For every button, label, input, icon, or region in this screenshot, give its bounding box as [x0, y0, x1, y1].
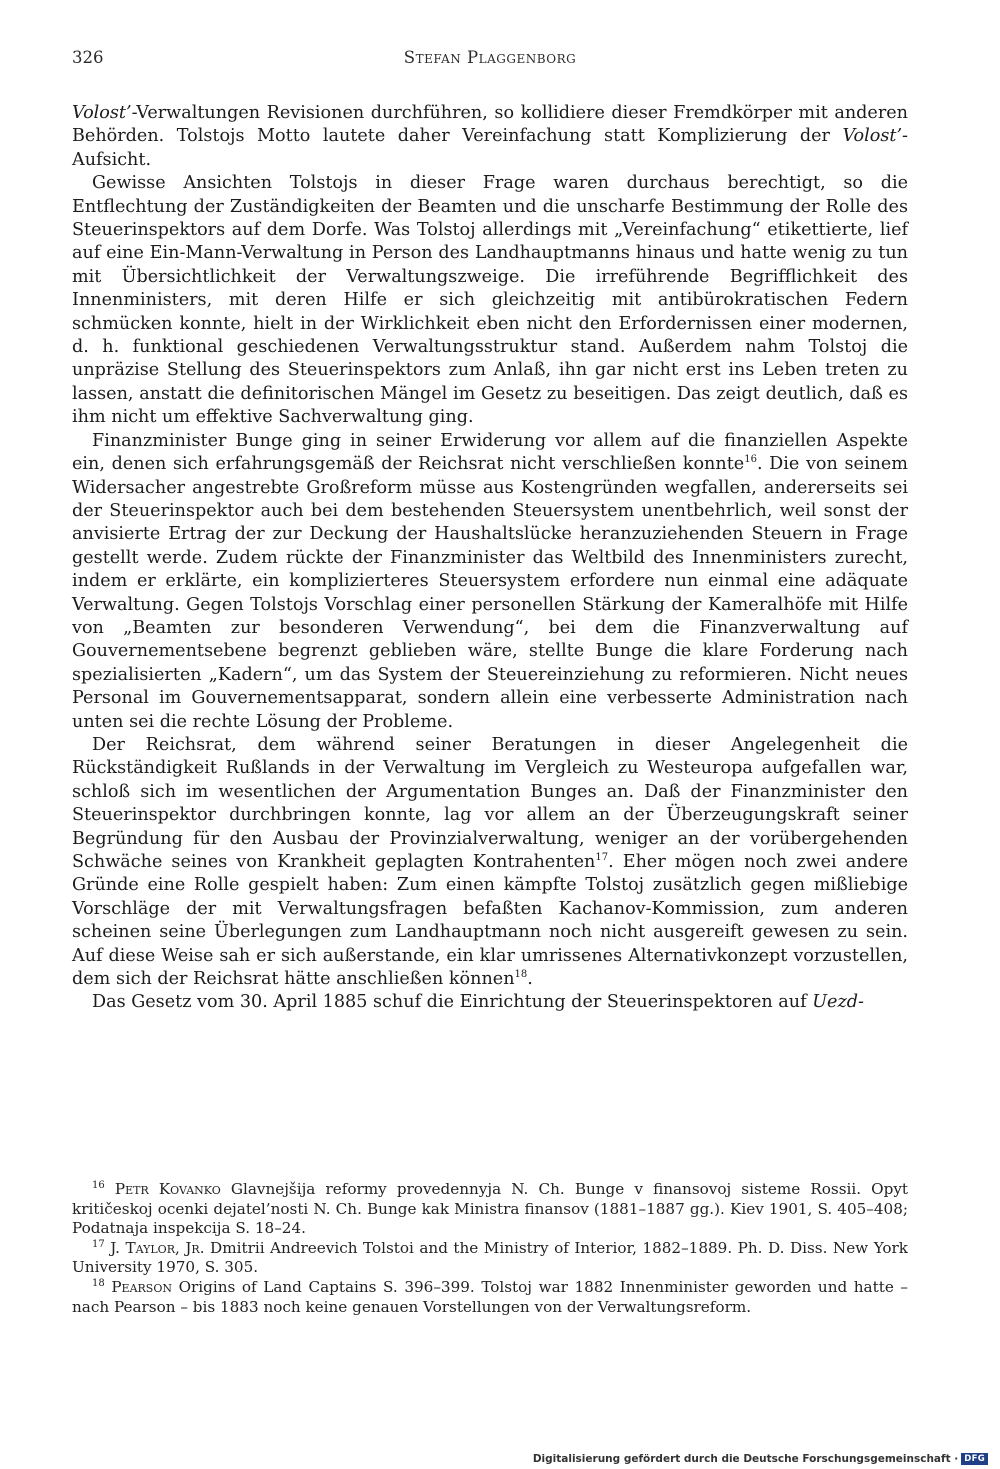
footnote-text: Dmitrii Andreevich Tolstoi and the Ministry of Interior, 1882–1889. Ph. D. Diss. New York University 1970, S. 305. [72, 1238, 909, 1277]
italic-term: Uezd- [812, 992, 864, 1013]
footnote-ref[interactable]: 18 [514, 969, 528, 981]
footnote-number: 17 [92, 1238, 105, 1250]
paragraph-continued [72, 102, 908, 172]
paragraph: Gewisse Ansichten Tolstojs in dieser Frage waren durchaus berechtigt, so die Entflechtung der Zuständigkeiten der Beamten und die unscharfe Bestimmung der Rolle des Steuerinspektors auf dem Dorfe. Was Tolstoj allerdings mit „Vereinfachung“ etikettierte, lief auf eine Ein-Mann-Verwaltung in Person des Landhauptmanns hinaus und hatte wenig zu tun mit Übersichtlichkeit der Verwaltungszweige. Die irreführende Begrifflichkeit des Innenministers, mit deren Hilfe er sich gleichzeitig mit antibürokratischen Federn schmücken konnte, hielt in der Wirklichkeit eben nicht den Erfordernissen einer modernen, d. h. funktional geschiedenen Verwaltungsstruktur stand. Außerdem nahm Tolstoj die unpräzise Stellung des Steuerinspektors zum Anlaß, ihn gar nicht erst ins Leben treten zu lassen, anstatt die definitorischen Mängel im Gesetz zu beseitigen. Das zeigt deutlich, daß es ihm nicht um effektive Sachverwaltung ging. [72, 173, 908, 428]
footnote-number: 18 [92, 1277, 105, 1289]
text-run: -Verwaltungen Revisionen durchführen, so kollidiere dieser Fremdkörper mit anderen Behörden. Tolstojs Motto lautete daher Vereinfachung statt Komplizierung der [72, 103, 908, 147]
footnote [72, 1278, 908, 1317]
footnote-text: Origins of Land Captains S. 396–399. Tolstoj war 1882 Innenminister geworden und hatte – nach Pearson – bis 1883 noch keine genauen Vorstellungen von der Verwaltungsreform. [72, 1277, 908, 1316]
running-head [72, 48, 908, 76]
footnote-number: 16 [92, 1179, 105, 1191]
page-number: 326 [72, 48, 104, 67]
paragraph [72, 430, 908, 734]
credit-text: Digitalisierung gefördert durch die Deutsche Forschungsgemeinschaft · [532, 1453, 959, 1465]
text-run: Finanzminister Bunge ging in seiner Erwiderung vor allem auf die finanziellen Aspekte ein, denen sich erfahrungsgemäß der Reichsrat nicht verschließen konnte [72, 430, 908, 475]
footnote-ref[interactable]: 17 [595, 852, 609, 864]
paragraph [72, 734, 908, 991]
body-text [72, 102, 908, 1015]
dfg-logo: DFG [961, 1453, 988, 1465]
italic-term: Volost’ [842, 126, 903, 147]
text-run: Der Reichsrat, dem während seiner Beratungen in dieser Angelegenheit die Rückständigkeit Rußlands in der Verwaltung im Vergleich zu Westeuropa aufgefallen war, schloß sich im wesentlichen der Argumentation Bunges an. Daß der Finanzminister den Steuerinspektor durchbringen konnte, lag vor allem an der Überzeugungskraft seiner Begründung für den Ausbau der Provinzialverwaltung, weniger an der vorübergehenden Schwäche seines von Krankheit geplagten Kontrahenten [72, 734, 908, 872]
text-run: . [527, 969, 533, 990]
footnote-text: Glavnejšija reformy provedennyja N. Ch. Bunge v finansovoj sisteme Rossii. Opyt kritičeskoj ocenki dejatel’nosti N. Ch. Bunge kak Ministra finansov (1881–1887 gg.). Kiev 1901, S. 405–408; Podatnaja inspekcija S. 18–24. [72, 1180, 909, 1238]
text-run: -Aufsicht. [72, 126, 908, 170]
text-run: . Eher mögen noch zwei andere Gründe eine Rolle gespielt haben: Zum einen kämpfte Tolstoj zusätzlich gegen mißliebige Vorschläge der mit Verwaltungsfragen befaßten Kachanov-Kommission, zum anderen scheinen seine Überlegungen zum Landhauptmann noch nicht ausgereift gewesen zu sein. Auf diese Weise sah er sich außerstande, ein klar umrissenes Alternativkonzept vorzustellen, dem sich der Reichsrat hätte anschließen können [72, 852, 908, 990]
italic-term: Volost’ [72, 103, 132, 123]
running-title: Stefan Plaggenborg [403, 48, 577, 67]
digitization-credit [533, 1453, 988, 1465]
footnotes [72, 1180, 908, 1317]
text-run: Das Gesetz vom 30. April 1885 schuf die Einrichtung der Steuerinspektoren auf [92, 992, 813, 1013]
paragraph [72, 991, 908, 1014]
footnote-author: J. Taylor, Jr. [110, 1238, 205, 1257]
footnote-author: Petr Kovanko [114, 1180, 221, 1198]
text-run: . Die von seinem Widersacher angestrebte Großreform müsse aus Kostengründen wegfallen, andererseits sei der Steuerinspektor auch bei dem bestehenden Steuersystem unentbehrlich, weil sonst der anvisierte Ertrag der zur Deckung der Haushaltslücke heranzuziehenden Steuern in Frage gestellt werde. Zudem rückte der Finanzminister das Weltbild des Innenministers zurecht, indem er erklärte, ein komplizierteres Steuersystem erfordere nun einmal eine adäquate Verwaltung. Gegen Tolstojs Vorschlag einer personellen Stärkung der Kameralhöfe mit Hilfe von „Beamten zur besonderen Verwendung“, bei dem die Finanzverwaltung auf Gouvernementsebene begrenzt geblieben wäre, stellte Bunge die klare Forderung nach spezialisierten „Kadern“, um das System der Steuereinziehung zu reformieren. Nicht neues Personal im Gouvernementsapparat, sondern allein eine verbesserte Administration nach unten sei die rechte Lösung der Probleme. [72, 454, 908, 732]
footnote [72, 1180, 908, 1239]
footnote-author: Pearson [111, 1277, 172, 1296]
page [72, 48, 908, 1015]
footnote [72, 1239, 908, 1278]
footnote-ref[interactable]: 16 [744, 454, 757, 466]
